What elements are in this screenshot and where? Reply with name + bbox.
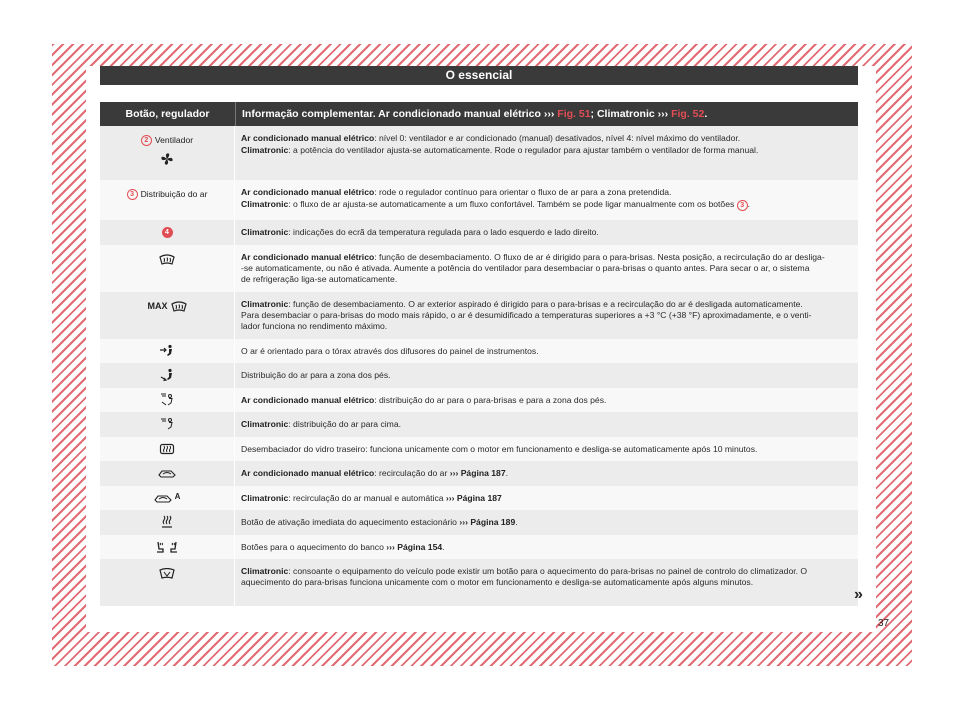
control-label [154,540,180,554]
table-row [100,292,858,339]
control-name: Ventilador [154,135,194,145]
figure-link-52[interactable]: Fig. 52 [671,108,705,120]
air-chest-icon [159,344,175,358]
callout-badge: 2 [141,135,152,146]
system-name: Climatronic [241,492,289,503]
info-end: . [442,541,445,552]
arrow-icon: ››› [383,541,398,552]
system-name: Ar condicionado manual elétrico [241,133,375,143]
control-label [159,368,175,382]
page-link[interactable]: Página 189 [470,517,516,528]
info-text: : distribuição do ar para cima. [288,419,402,430]
info-line [241,133,852,144]
control-label [161,515,173,529]
figure-link-51[interactable]: Fig. 51 [557,108,591,120]
control-label [141,135,193,146]
table-header [100,102,858,126]
callout-badge: 4 [162,227,173,238]
system-name: Climatronic [241,145,289,156]
info-line [241,517,852,528]
control-cell [100,292,235,339]
info-line [241,444,852,455]
air-feet-icon [159,368,175,382]
header-text-climatronic: Climatronic [596,108,655,120]
callout-badge: 3 [737,200,748,211]
control-label [127,189,208,200]
info-text: : recirculação do ar [374,468,448,479]
continue-mark: » [854,586,863,603]
control-cell [100,486,235,511]
control-label [159,568,175,580]
info-line [241,145,852,156]
page-number: 37 [878,618,890,629]
info-end: . [505,468,508,479]
table-row [100,510,858,535]
system-name: Climatronic [241,227,289,238]
control-cell [100,220,235,245]
table-row [100,461,858,486]
info-cell [235,339,858,364]
control-label [162,227,173,238]
control-cell [100,437,235,462]
control-name: Distribuição do ar [140,189,208,199]
arrow-icon: ››› [657,108,672,120]
info-text: : rode o regulador contínuo para orientar o fluxo de ar para a zona pretendida. [374,187,672,197]
column-header-control: Botão, regulador [100,102,236,126]
info-text: : distribuição do ar para o para-brisas e para a zona dos pés. [374,394,607,405]
info-text: Botão de ativação imediata do aquecimento estacionário [241,517,457,528]
control-cell [100,535,235,560]
system-name: Ar condicionado manual elétrico [241,187,375,197]
control-label [159,393,175,407]
info-line [241,395,852,406]
info-line [241,566,852,589]
info-text: : função de desembaciamento. O fluxo de ar é dirigido para o para-brisas. Nesta posição, a recirculação do ar desliga- -se automaticamente, ou não é ativada. Aumente a potência do ventilador para desembaciar o para-brisas o quanto antes. Para secar o ar, o sistema de refrigeração liga-se automaticamente. [241,251,825,285]
info-text: Botões para o aquecimento do banco [241,541,384,552]
info-line [241,468,852,479]
info-text: : indicações do ecrã da temperatura regulada para o lado esquerdo e lado direito. [288,227,599,238]
info-cell [235,363,858,388]
control-label [158,468,176,478]
table-row [100,220,858,245]
table-row [100,363,858,388]
auto-label: A [174,492,181,502]
control-label [159,443,175,455]
info-line [241,493,852,504]
recirculation-auto-icon [154,493,172,503]
table-row [100,437,858,462]
table-row [100,126,858,180]
page-link[interactable]: Página 187 [460,468,506,479]
max-label: MAX [147,300,168,311]
info-cell [235,292,858,339]
info-end: . [747,199,751,210]
max-defrost-icon [171,301,187,313]
table-row [100,412,858,437]
info-cell [235,388,858,413]
info-text: : função de desembaciamento. O ar exterior aspirado é dirigido para o para-brisas e a recirculação do ar é desligada automaticamente. Para desembaciar o para-brisas do modo mais rápido, o ar é desumidificado a temperaturas superiores a +3 °C (+38 °F) aproximadamente, e o venti- lador funciona no rendimento máximo. [241,298,812,332]
info-cell [235,412,858,437]
control-label [159,344,175,358]
info-line [241,252,852,286]
table-row [100,339,858,364]
control-cell [100,461,235,486]
air-up-icon [159,417,175,431]
info-line [241,199,852,210]
control-cell [100,388,235,413]
air-windscreen-feet-icon [159,393,175,407]
info-cell [235,437,858,462]
info-cell [235,510,858,535]
heated-windscreen-icon [159,568,175,580]
rear-window-heater-icon [159,443,175,455]
table-row [100,486,858,511]
table-row [100,180,858,220]
table-row [100,388,858,413]
control-cell [100,180,235,220]
info-line [241,419,852,430]
info-cell [235,461,858,486]
info-cell [235,535,858,560]
control-label [154,492,181,503]
auxiliary-heater-icon [161,515,173,529]
control-cell [100,126,235,180]
system-name: Climatronic [241,199,289,210]
info-text: : consoante o equipamento do veículo pode existir um botão para o aquecimento do para-brisas no painel de controlo do climatizador. O aquecimento do para-brisas funciona unicamente com o motor em funcionamento e desliga-se automaticamente após alguns minutos. [241,566,808,588]
table-body [100,126,858,606]
info-text: O ar é orientado para o tórax através dos difusores do painel de instrumentos. [241,345,539,356]
arrow-icon: ››› [543,108,558,120]
page-title: O essencial [100,66,858,85]
info-text: : a potência do ventilador ajusta-se automaticamente. Rode o regulador para ajustar também o ventilador de forma manual. [288,145,759,156]
info-line [241,346,852,357]
info-text: : recirculação do ar manual e automática [288,492,444,503]
seat-heater-icon [154,540,180,554]
page-link[interactable]: Página 154 [397,541,443,552]
control-cell [100,339,235,364]
control-cell [100,363,235,388]
info-line [241,227,852,238]
table-row [100,559,858,606]
control-cell [100,412,235,437]
column-header-info [236,102,858,126]
recirculation-icon [158,468,176,478]
control-label [159,254,175,266]
info-text: Distribuição do ar para a zona dos pés. [241,370,391,381]
info-text: Desembaciador do vidro traseiro: funciona unicamente com o motor em funcionamento e desliga-se automaticamente após 10 minutos. [241,443,758,454]
info-text: : o fluxo de ar ajusta-se automaticamente a um fluxo confortável. Também se pode ligar manualmente com os botões [288,199,735,210]
system-name: Climatronic [241,566,289,576]
info-end: . [515,517,518,528]
info-cell [235,220,858,245]
info-cell [235,559,858,606]
info-line [241,370,852,381]
table-row [100,245,858,292]
header-separator: ; [590,108,595,120]
control-label [159,417,175,431]
info-text: : nível 0: ventilador e ar condicionado (manual) desativados, nível 4: nível máximo do ventilador. [374,133,741,143]
fan-icon [160,152,174,166]
system-name: Ar condicionado manual elétrico [241,468,375,479]
info-line [241,187,852,198]
system-name: Ar condicionado manual elétrico [241,251,375,262]
arrow-icon: ››› [443,492,457,503]
info-cell [235,180,858,220]
info-cell [235,126,858,180]
arrow-icon: ››› [447,468,461,479]
header-text: Informação complementar. Ar condicionado manual elétrico [242,108,541,120]
page-link[interactable]: Página 187 [456,492,502,503]
control-label [148,301,187,313]
windscreen-defrost-icon [159,254,175,266]
info-cell [235,486,858,511]
info-line [241,299,852,333]
table-row [100,535,858,560]
system-name: Climatronic [241,298,289,309]
arrow-icon: ››› [456,517,471,528]
header-end: . [704,108,708,120]
info-line [241,542,852,553]
system-name: Ar condicionado manual elétrico [241,394,375,405]
control-cell [100,559,235,606]
system-name: Climatronic [241,419,289,430]
control-cell [100,510,235,535]
control-cell [100,245,235,292]
controls-table [100,102,858,606]
callout-badge: 3 [127,189,138,200]
info-cell [235,245,858,292]
